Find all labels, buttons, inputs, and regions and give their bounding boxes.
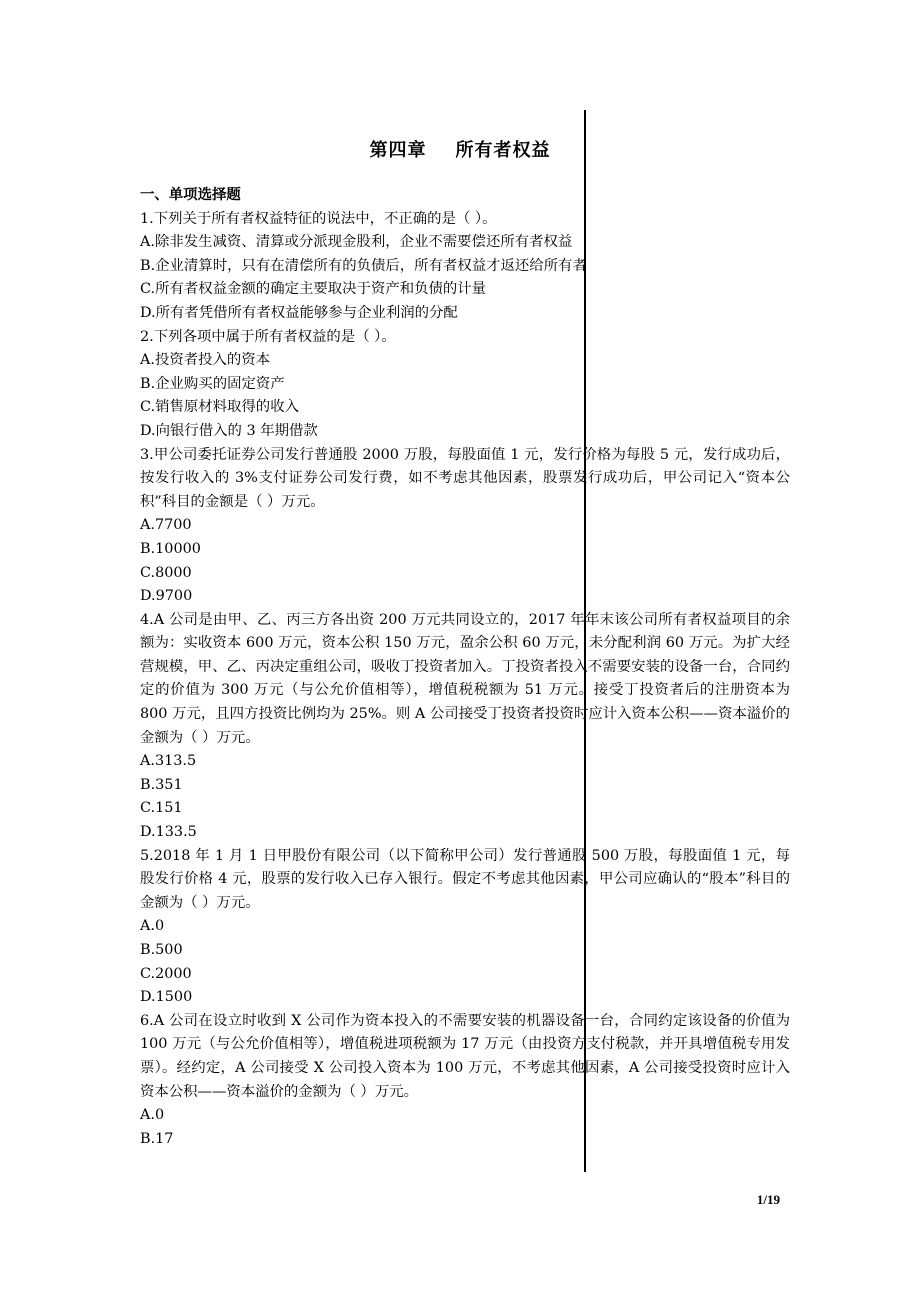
question-stem: 2.下列各项中属于所有者权益的是（ ）。 — [140, 328, 396, 345]
option-d: D.向银行借入的 3 年期借款 — [140, 422, 318, 439]
option-d: D.1500 — [140, 989, 193, 1006]
option-c: C.销售原材料取得的收入 — [140, 399, 299, 416]
option-a: A.0 — [140, 918, 165, 935]
question-stem: 6.A 公司在设立时收到 X 公司作为资本投入的不需要安装的机器设备一台，合同约定该设备的价值为 100 万元（与公允价值相等），增值税进项税额为 17 万元（由投资方支付税款，并开具增值税专用发票）。经约定，A 公司接受 X 公司投入资本为 100 万元，不考虑其他因素，A 公司接受投资时应计入资本公积——资本溢价的金额为（ ）万元。 — [140, 1012, 790, 1100]
option-b: B.500 — [140, 942, 183, 958]
question-5 — [140, 845, 790, 1010]
option-b: B.17 — [140, 1130, 174, 1147]
option-c: C.2000 — [140, 965, 192, 982]
chapter-title: 第四章 所有者权益 — [369, 140, 551, 161]
option-d: D.9700 — [140, 588, 193, 605]
question-2 — [140, 326, 790, 444]
option-c: C.所有者权益金额的确定主要取决于资产和负债的计量 — [140, 281, 487, 298]
option-a: A.313.5 — [140, 753, 197, 770]
question-3 — [140, 444, 790, 609]
option-b: B.企业购买的固定资产 — [140, 375, 285, 392]
option-d: D.所有者凭借所有者权益能够参与企业利润的分配 — [140, 304, 458, 321]
option-b: B.351 — [140, 776, 183, 793]
option-c: C.8000 — [140, 564, 192, 581]
option-c: C.151 — [140, 800, 183, 817]
question-stem: 1.下列关于所有者权益特征的说法中，不正确的是（ ）。 — [140, 210, 497, 227]
question-1 — [140, 208, 790, 326]
page-number: 1/19 — [756, 1192, 780, 1207]
question-4 — [140, 609, 790, 845]
option-a: A.除非发生减资、清算或分派现金股利，企业不需要偿还所有者权益 — [140, 234, 573, 251]
question-6 — [140, 1010, 790, 1152]
question-stem: 5.2018 年 1 月 1 日甲股份有限公司（以下简称甲公司）发行普通股 500 万股，每股面值 1 元，每股发行价格 4 元，股票的发行收入已存入银行。假定不考虑其他因素，甲公司应确认的“股本”科目的金额为（ ）万元。 — [140, 847, 790, 911]
question-stem: 3.甲公司委托证券公司发行普通股 2000 万股，每股面值 1 元，发行价格为每股 5 元，发行成功后，按发行收入的 3%支付证券公司发行费，如不考虑其他因素，股票发行成功后，甲公司记入“资本公积”科目的金额是（ ）万元。 — [140, 446, 790, 510]
option-a: A.投资者投入的资本 — [140, 352, 271, 369]
option-a: A.0 — [140, 1107, 165, 1124]
option-a: A.7700 — [140, 517, 192, 534]
content-body — [140, 184, 790, 1151]
section-heading: 一、单项选择题 — [140, 187, 241, 203]
question-stem: 4.A 公司是由甲、乙、丙三方各出资 200 万元共同设立的，2017 年年末该公司所有者权益项目的余额为：实收资本 600 万元，资本公积 150 万元，盈余公积 60 万元，未分配利润 60 万元。为扩大经营规模，甲、乙、丙决定重组公司，吸收丁投资者加入。丁投资者投入不需要安装的设备一台，合同约定的价值为 300 万元（与公允价值相等），增值税税额为 51 万元。接受丁投资者后的注册资本为 800 万元，且四方投资比例均为 25%。则 A 公司接受丁投资者投资时应计入资本公积——资本溢价的金额为（ ）万元。 — [140, 611, 790, 746]
option-b: B.10000 — [140, 540, 201, 557]
option-d: D.133.5 — [140, 824, 197, 841]
option-b: B.企业清算时，只有在清偿所有的负债后，所有者权益才返还给所有者 — [140, 257, 587, 274]
